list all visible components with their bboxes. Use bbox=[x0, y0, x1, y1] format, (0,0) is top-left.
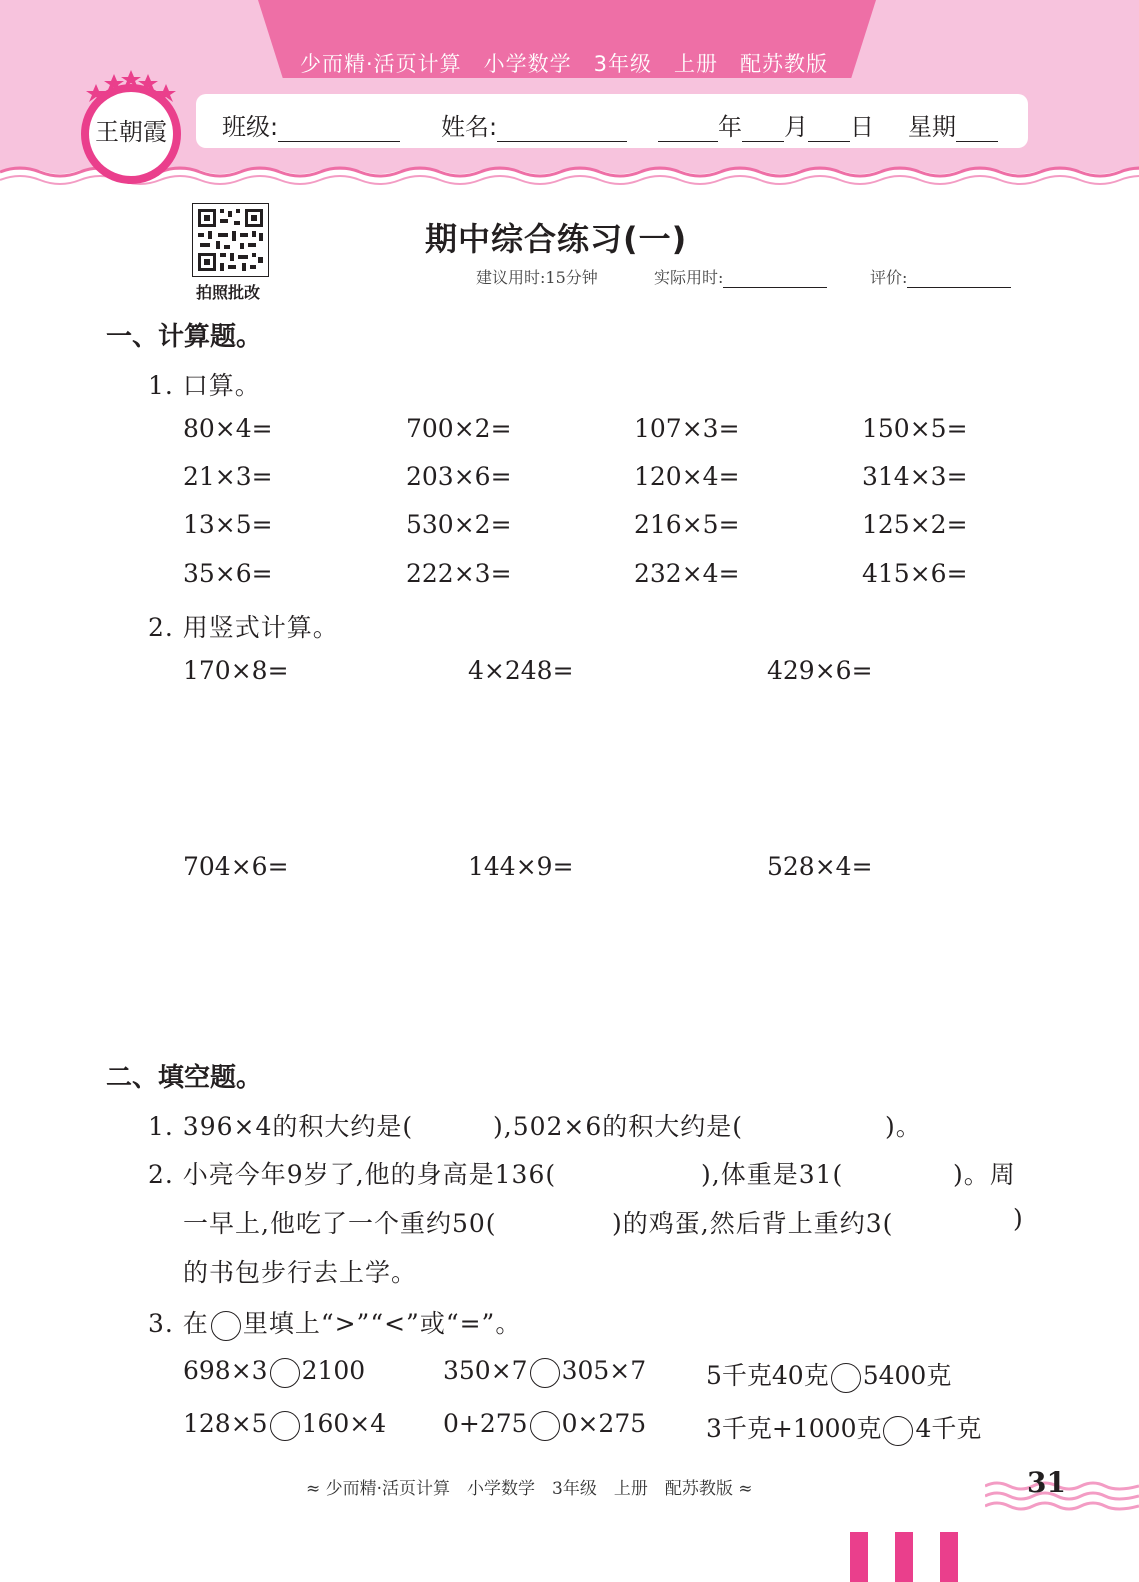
compare-instruction-a: 3. 在 bbox=[148, 1309, 209, 1338]
brand-logo bbox=[76, 70, 186, 190]
edge-stripe bbox=[940, 1532, 958, 1582]
qr-code-icon[interactable] bbox=[192, 203, 269, 277]
compare-circle[interactable] bbox=[883, 1416, 913, 1446]
oral-calc-item: 150×5= bbox=[862, 414, 968, 443]
weekday-label: 星期 bbox=[908, 113, 956, 141]
oral-calc-item: 120×4= bbox=[634, 462, 740, 491]
compare-instruction-b: 里填上“>”“<”或“=”。 bbox=[242, 1309, 522, 1338]
oral-calc-item: 21×3= bbox=[183, 462, 273, 491]
evaluation-field[interactable] bbox=[870, 265, 1011, 288]
q1-label: 1. 口算。 bbox=[148, 371, 261, 400]
compare-item: 128×5 160×4 bbox=[183, 1409, 386, 1441]
oral-calc-item: 232×4= bbox=[634, 559, 740, 588]
section2-heading: 二、填空题。 bbox=[106, 1063, 263, 1093]
compare-circle[interactable] bbox=[530, 1411, 560, 1441]
date-field[interactable] bbox=[658, 107, 874, 142]
oral-calc-item: 35×6= bbox=[183, 559, 273, 588]
section1-heading: 一、计算题。 bbox=[106, 322, 263, 352]
logo-text: 王朝霞 bbox=[95, 118, 167, 146]
oral-calc-item: 216×5= bbox=[634, 510, 740, 539]
footer-text: ≈ 少而精·活页计算 小学数学 3年级 上册 配苏教版 ≈ bbox=[306, 1479, 753, 1499]
oral-calc-item: 203×6= bbox=[406, 462, 512, 491]
compare-circle[interactable] bbox=[270, 1411, 300, 1441]
oral-calc-item: 222×3= bbox=[406, 559, 512, 588]
actual-time-label: 实际用时: bbox=[654, 268, 724, 287]
page-title: 期中综合练习(一) bbox=[425, 220, 688, 258]
series-title: 少而精·活页计算 小学数学 3年级 上册 配苏教版 bbox=[300, 52, 829, 76]
class-field[interactable] bbox=[222, 107, 400, 142]
compare-instruction bbox=[148, 1304, 521, 1341]
fill-q2-line3: 的书包步行去上学。 bbox=[183, 1258, 418, 1287]
compare-item: 3千克+1000克 4千克 bbox=[706, 1409, 981, 1446]
edge-stripe bbox=[850, 1532, 868, 1582]
compare-circle[interactable] bbox=[530, 1358, 560, 1388]
compare-item: 5千克40克 5400克 bbox=[706, 1356, 951, 1393]
vertical-calc-item: 429×6= bbox=[767, 656, 873, 685]
fill-q2-line2b: )的鸡蛋,然后背上重约3( bbox=[612, 1209, 894, 1238]
name-label: 姓名: bbox=[441, 113, 498, 141]
q2-label: 2. 用竖式计算。 bbox=[148, 613, 339, 642]
name-field[interactable] bbox=[441, 107, 627, 142]
vertical-calc-item: 4×248= bbox=[468, 656, 574, 685]
compare-circle[interactable] bbox=[270, 1358, 300, 1388]
fill-q2-line2a: 一早上,他吃了一个重约50( bbox=[183, 1209, 497, 1238]
page-number: 31 bbox=[1027, 1466, 1066, 1499]
compare-item: 350×7 305×7 bbox=[443, 1356, 646, 1388]
fill-q1-part-b: ),502×6的积大约是( bbox=[493, 1112, 744, 1141]
oral-calc-item: 314×3= bbox=[862, 462, 968, 491]
edge-stripe bbox=[895, 1532, 913, 1582]
oral-calc-item: 107×3= bbox=[634, 414, 740, 443]
vertical-calc-item: 528×4= bbox=[767, 852, 873, 881]
year-label: 年 bbox=[718, 113, 742, 141]
oral-calc-item: 530×2= bbox=[406, 510, 512, 539]
fill-q1-part-a: 1. 396×4的积大约是( bbox=[148, 1112, 414, 1141]
fill-q2-line1a: 2. 小亮今年9岁了,他的身高是136( bbox=[148, 1160, 557, 1189]
fill-q1-part-c: )。 bbox=[885, 1112, 922, 1141]
actual-time-field[interactable] bbox=[654, 265, 827, 288]
class-label: 班级: bbox=[222, 113, 279, 141]
vertical-calc-item: 170×8= bbox=[183, 656, 289, 685]
oral-calc-item: 700×2= bbox=[406, 414, 512, 443]
compare-circle[interactable] bbox=[831, 1363, 861, 1393]
vertical-calc-item: 144×9= bbox=[468, 852, 574, 881]
vertical-calc-item: 704×6= bbox=[183, 852, 289, 881]
oral-calc-item: 415×6= bbox=[862, 559, 968, 588]
oral-calc-item: 125×2= bbox=[862, 510, 968, 539]
compare-circle-icon bbox=[211, 1311, 241, 1341]
oral-calc-item: 13×5= bbox=[183, 510, 273, 539]
fill-q2-line1b: ),体重是31( bbox=[701, 1160, 844, 1189]
fill-q2-line2c: ) bbox=[1013, 1204, 1024, 1233]
compare-item: 698×3 2100 bbox=[183, 1356, 365, 1388]
evaluation-label: 评价: bbox=[870, 268, 908, 287]
month-label: 月 bbox=[784, 113, 808, 141]
oral-calc-item: 80×4= bbox=[183, 414, 273, 443]
compare-item: 0+275 0×275 bbox=[443, 1409, 646, 1441]
suggested-time: 建议用时:15分钟 bbox=[476, 268, 598, 287]
fill-q2-line1c: )。周 bbox=[953, 1160, 1016, 1189]
qr-label: 拍照批改 bbox=[196, 283, 261, 302]
day-label: 日 bbox=[850, 113, 874, 141]
weekday-field[interactable] bbox=[908, 107, 998, 142]
